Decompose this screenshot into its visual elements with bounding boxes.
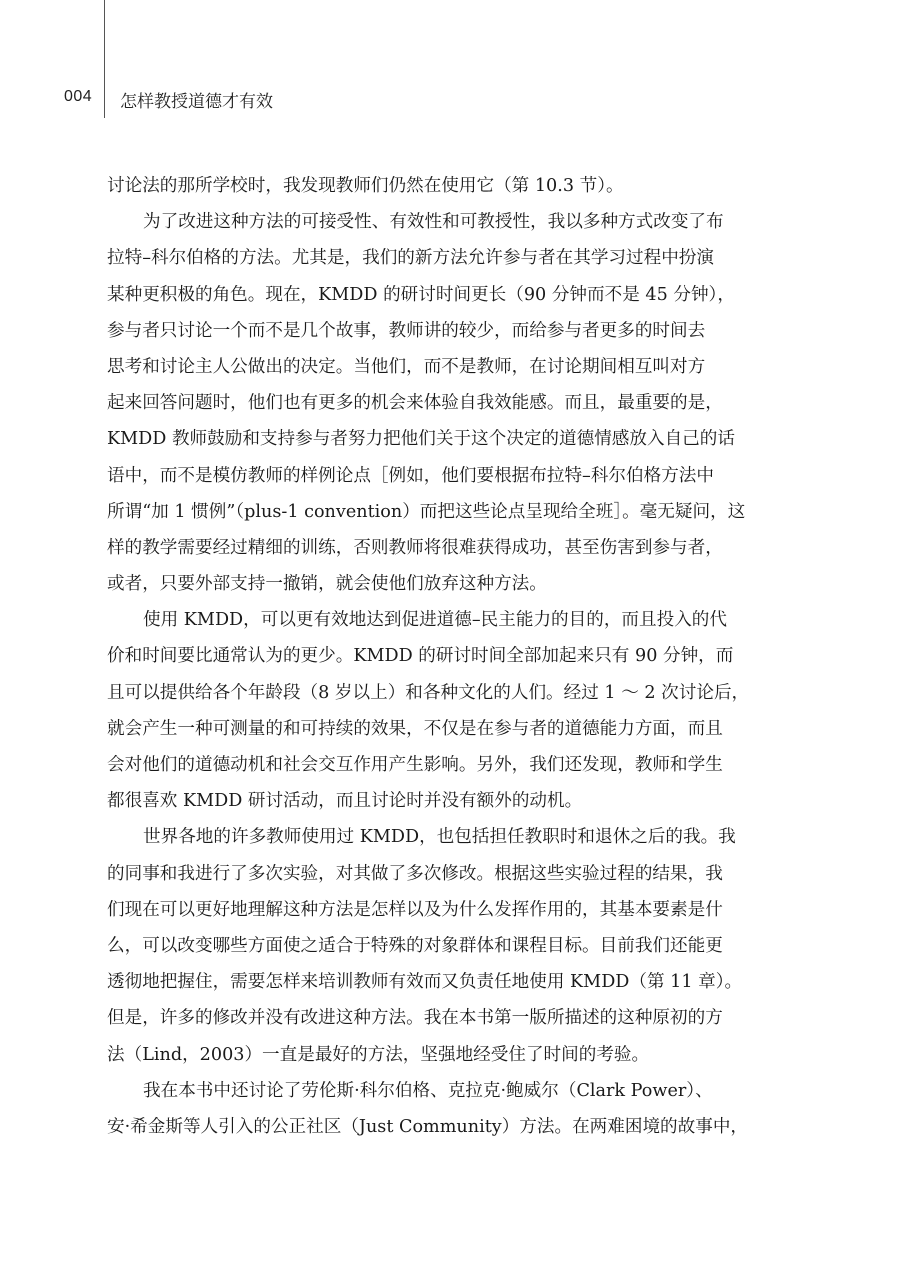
text-line: 都很喜欢 KMDD 研讨活动，而且讨论时并没有额外的动机。 <box>107 791 583 812</box>
running-title: 怎样教授道德才有效 <box>120 92 273 112</box>
text-line: 思考和讨论主人公做出的决定。当他们，而不是教师，在讨论期间相互叫对方 <box>107 356 706 377</box>
text-line: 安·希金斯等人引入的公正社区（Just Community）方法。在两难困境的故事中， <box>107 1116 749 1137</box>
text-line: 或者，只要外部支持一撤销，就会使他们放弃这种方法。 <box>107 574 547 595</box>
text-line: 价和时间要比通常认为的更少。KMDD 的研讨时间全部加起来只有 90 分钟，而 <box>107 646 734 667</box>
text-line: 我在本书中还讨论了劳伦斯·科尔伯格、克拉克·鲍威尔（Clark Power）、 <box>143 1080 713 1101</box>
text-line: 参与者只讨论一个而不是几个故事，教师讲的较少，而给参与者更多的时间去 <box>107 320 706 341</box>
text-line: 为了改进这种方法的可接受性、有效性和可教授性，我以多种方式改变了布 <box>143 212 724 233</box>
text-line: 透彻地把握住，需要怎样来培训教师有效而又负责任地使用 KMDD（第 11 章）。 <box>107 972 743 993</box>
page-number: 004 <box>64 88 93 105</box>
text-line: 的同事和我进行了多次实验，对其做了多次修改。根据这些实验过程的结果，我 <box>107 863 723 884</box>
page-header <box>0 0 900 130</box>
text-line: 讨论法的那所学校时，我发现教师们仍然在使用它（第 10.3 节）。 <box>107 176 624 196</box>
text-line: 么，可以改变哪些方面使之适合于特殊的对象群体和课程目标。目前我们还能更 <box>107 935 723 956</box>
text-line: 法（Lind，2003）一直是最好的方法，坚强地经受住了时间的考验。 <box>107 1044 650 1065</box>
text-line: 就会产生一种可测量的和可持续的效果，不仅是在参与者的道德能力方面，而且 <box>107 718 723 739</box>
text-line: 们现在可以更好地理解这种方法是怎样以及为什么发挥作用的，其基本要素是什 <box>107 899 723 920</box>
text-line: 样的教学需要经过精细的训练，否则教师将很难获得成功，甚至伤害到参与者， <box>107 537 723 558</box>
text-line: 且可以提供给各个年龄段（8 岁以上）和各种文化的人们。经过 1 ～ 2 次讨论后， <box>107 682 750 703</box>
header-divider <box>104 0 105 118</box>
text-line: KMDD 教师鼓励和支持参与者努力把他们关于这个决定的道德情感放入自己的话 <box>107 429 735 450</box>
text-line: 但是，许多的修改并没有改进这种方法。我在本书第一版所描述的这种原初的方 <box>107 1008 723 1029</box>
text-line: 世界各地的许多教师使用过 KMDD，也包括担任教职时和退休之后的我。我 <box>143 827 736 848</box>
text-line: 使用 KMDD，可以更有效地达到促进道德–民主能力的目的，而且投入的代 <box>143 610 727 631</box>
text-line: 所谓“加 1 惯例”（plus-1 convention）而把这些论点呈现给全班］。毫无疑问，这 <box>107 501 746 522</box>
text-line: 拉特–科尔伯格的方法。尤其是，我们的新方法允许参与者在其学习过程中扮演 <box>107 248 714 269</box>
body-text <box>107 168 773 1145</box>
text-line: 起来回答问题时，他们也有更多的机会来体验自我效能感。而且，最重要的是， <box>107 393 723 414</box>
text-line: 会对他们的道德动机和社会交互作用产生影响。另外，我们还发现，教师和学生 <box>107 755 723 775</box>
text-line: 某种更积极的角色。现在，KMDD 的研讨时间更长（90 分钟而不是 45 分钟）， <box>107 284 735 305</box>
text-line: 语中，而不是模仿教师的样例论点［例如，他们要根据布拉特–科尔伯格方法中 <box>107 465 714 486</box>
